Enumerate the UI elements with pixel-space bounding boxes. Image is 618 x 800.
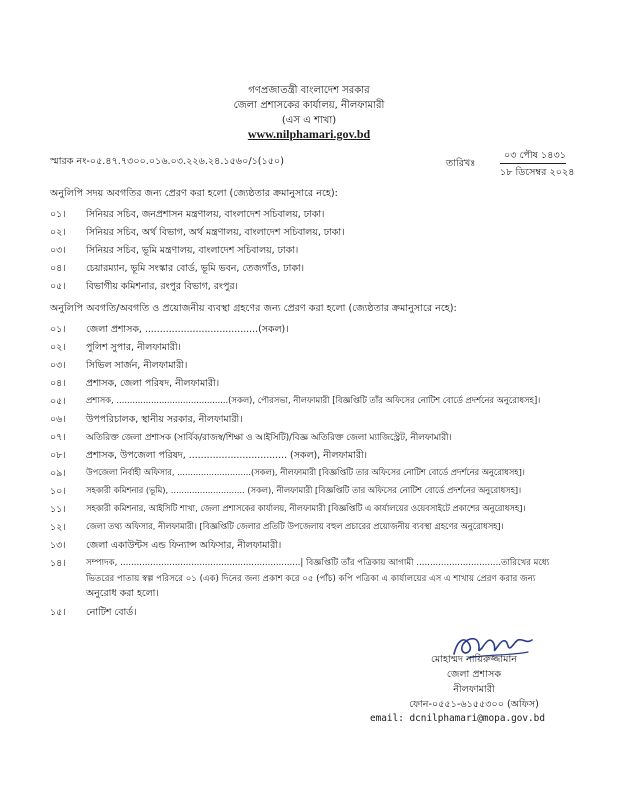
item-text: পুলিশ সুপার, নীলফামারী। xyxy=(86,342,181,353)
item-text: সহকারী কমিশনার, আইসিটি শাখা, জেলা প্রশাসকের কার্যালয়, নীলফামারী [বিজ্ঞপ্তিটি এ কার্যালয়ের ওয়েবসাইটে প্রকাশের অনুরোধসহ]। xyxy=(86,503,526,513)
item-number: ১১। xyxy=(50,504,66,515)
item-text: জেলা প্রশাসক, ......................................(সকল)। xyxy=(86,324,289,335)
item-text: চেয়ারম্যান, ভূমি সংস্কার বোর্ড, ভূমি ভবন, তেজগাঁও, ঢাকা। xyxy=(86,263,304,274)
item-text: সহকারী কমিশনার (ভূমি), ............................ (সকল), নীলফামারী [বিজ্ঞপ্তিটি তার অফিসের নোটিশ বোর্ডে প্রদর্শনের অনুরোধসহ]। xyxy=(86,485,522,495)
office-title: জেলা প্রশাসকের কার্যালয়, নীলফামারী xyxy=(233,100,385,111)
item-number: ০৫। xyxy=(50,281,66,292)
signatory-name: মোহাম্মদ নায়িরুজ্জামান xyxy=(431,654,517,665)
item-number: ০২। xyxy=(50,227,66,238)
item-number: ০৪। xyxy=(50,378,66,389)
section1-intro: অনুলিপি সদয় অবগতির জন্য প্রেরণ করা হলো (জ্যেষ্ঠতার ক্রমানুসারে নহে): xyxy=(50,188,338,199)
item-text: প্রশাসক, জেলা পরিষদ, নীলফামারী। xyxy=(86,378,220,389)
govt-title: গণপ্রজাতন্ত্রী বাংলাদেশ সরকার xyxy=(248,85,370,96)
item-number: ১০। xyxy=(50,486,66,497)
signatory-district: নীলফামারী xyxy=(453,684,495,695)
item-number: ০৭। xyxy=(50,432,66,443)
item-text: সিভিল সার্জন, নীলফামারী। xyxy=(86,360,188,371)
item-number: ০৩। xyxy=(50,245,66,256)
item-number: ১৫। xyxy=(50,607,66,618)
item-text: সিনিয়র সচিব, জনপ্রশাসন মন্ত্রণালয়, বাংলাদেশ সচিবালয়, ঢাকা। xyxy=(86,209,325,220)
item-text: প্রশাসক, ..........................................(সকল), পৌরসভা, নীলফামারী [বিজ্ঞপ্তিটি তাঁর অফিসের নোটিশ বোর্ডে প্রদর্শনের অনুরোধসহ]। xyxy=(86,395,541,405)
signatory-designation: জেলা প্রশাসক xyxy=(446,669,502,680)
item-number: ০২। xyxy=(50,342,66,353)
item-continuation: ভিতরের পাতায় স্বল্প পরিসরে ০১ (এক) দিনের জন্য প্রকাশ করে ০৫ (পাঁচ) কপি পত্রিকা এ কার্যালয়ের এস এ শাখায় প্রেরণ করার জন্য xyxy=(86,574,536,584)
item-number: ১২। xyxy=(50,522,66,533)
office-phone: ফোন-০৫৫১-৬১৫৫৩০০ (অফিস) xyxy=(409,699,539,710)
item-number: ০৮। xyxy=(50,450,66,461)
item-text: অতিরিক্ত জেলা প্রশাসক (সার্বিক/রাজস্ব/শিক্ষা ও আইসিটি)/বিজ্ঞ অতিরিক্ত জেলা ম্যাজিস্ট্রেট, নীলফামারী। xyxy=(86,433,452,443)
date-divider xyxy=(500,163,566,164)
item-number: ০১। xyxy=(50,324,66,335)
item-text: সম্পাদক, ..................................................................| বিজ্ঞপ্তিটি তাঁর পত্রিকায় আগামী ...............................তারিখের মধ্যে xyxy=(86,558,550,568)
date-gregorian: ১৮ ডিসেম্বর ২০২৪ xyxy=(500,167,575,178)
section-name: (এস এ শাখা) xyxy=(281,115,337,126)
item-text: প্রশাসক, উপজেলা পরিষদ, ................................. (সকল), নীলফামারী। xyxy=(86,450,368,461)
item-number: ১৩। xyxy=(50,540,66,551)
memo-number: স্মারক নং-০৫.৪৭.৭৩০০.০১৬.০৩.২২৬.২৪.১৫৬০/১(১৫০) xyxy=(50,156,284,167)
item-number: ০৬। xyxy=(50,414,66,425)
item-number: ১৪। xyxy=(50,558,66,569)
item-text: নোটিশ বোর্ড। xyxy=(86,607,137,618)
date-bangla: ০৩ পৌষ ১৪৩১ xyxy=(504,150,566,161)
item-text: সিনিয়র সচিব, অর্থ বিভাগ, অর্থ মন্ত্রণালয়, বাংলাদেশ সচিবালয়, ঢাকা। xyxy=(86,227,345,238)
item-text: সিনিয়র সচিব, ভূমি মন্ত্রণালয়, বাংলাদেশ সচিবালয়, ঢাকা। xyxy=(86,245,299,256)
item-number: ০৩। xyxy=(50,360,66,371)
item-number: ০১। xyxy=(50,209,66,220)
section2-intro: অনুলিপি অবগতি/অবগতি ও প্রয়োজনীয় ব্যবস্থা গ্রহণের জন্য প্রেরণ করা হলো (জ্যেষ্ঠতার ক্রমানুসারে নহে): xyxy=(50,303,457,314)
item-text: জেলা একাউন্টস এন্ড ফিন্যান্স অফিসার, নীলফামারী। xyxy=(86,540,282,551)
item-text: উপপরিচালক, স্থানীয় সরকার, নীলফামারী। xyxy=(86,414,243,425)
item-text: বিভাগীয় কমিশনার, রংপুর বিভাগ, রংপুর। xyxy=(86,281,238,292)
item-text: জেলা তথ্য অফিসার, নীলফামারী। [বিজ্ঞপ্তিটি জেলার প্রতিটি উপজেলায় বহুল প্রচারের প্রয়োজনীয় ব্যবস্থা গ্রহণের অনুরোধসহ]। xyxy=(86,521,504,531)
website-link[interactable]: www.nilphamari.gov.bd xyxy=(247,127,371,141)
item-number: ০৯। xyxy=(50,468,66,479)
item-continuation: অনুরোধ করা হলো। xyxy=(86,588,159,599)
item-text: উপজেলা নির্বাহী অফিসার, ............................(সকল), নীলফামারী [বিজ্ঞপ্তিটি তার অফিসের নোটিশ বোর্ডে প্রদর্শনের অনুরোধসহ]। xyxy=(86,467,525,477)
item-number: ০৪। xyxy=(50,263,66,274)
date-label: তারিখঃ xyxy=(446,158,476,169)
item-number: ০৫। xyxy=(50,396,66,407)
office-email[interactable]: email: dcnilphamari@mopa.gov.bd xyxy=(370,713,545,724)
